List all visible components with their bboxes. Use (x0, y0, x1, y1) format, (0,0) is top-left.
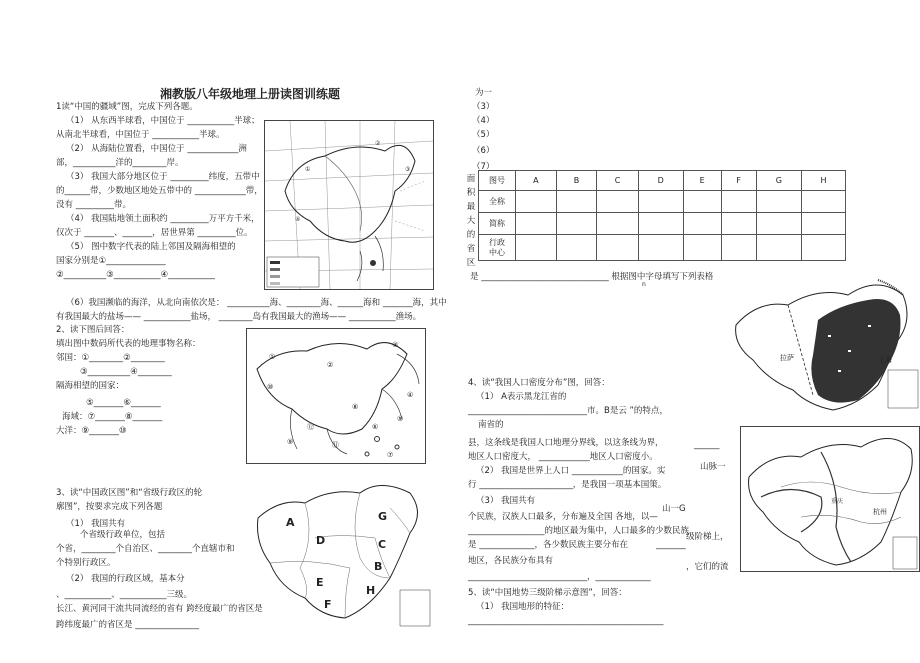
table-cell[interactable] (683, 191, 721, 213)
q2-heading: 2、读下图后回答： (56, 325, 130, 335)
q5-line: （1） 我国地形的特征： (476, 602, 570, 612)
q1-line: 部，__________洋的________岸。 (56, 158, 184, 168)
table-header: 行政 中心 (479, 235, 516, 261)
q4-line: __________________的地区最为集中，人口最多的少数民族 (468, 526, 690, 536)
q2-line: 海域：⑦_______⑧_______ (62, 412, 163, 422)
table-cell[interactable] (638, 235, 683, 261)
q4-line: 是 _____________，各少数民族主要分布在 (468, 540, 628, 550)
q1-line: 有我国最大的盐场—— ___________盐场， ________岛有我国最大的渔场—— ___________渔场。 (56, 312, 422, 322)
q4-heading: 4、读“我国人口密度分布”图，回答： (468, 378, 610, 388)
svg-text:B: B (374, 560, 383, 573)
q3-line: 、___________、___________三级。 (56, 590, 193, 600)
svg-text:⑦: ⑦ (387, 451, 394, 459)
numbered-item: （3） (472, 102, 495, 112)
svg-text:重庆: 重庆 (831, 498, 844, 505)
table-header: 图号 (479, 171, 516, 191)
q1-line: （1） 从东西半球看，中国位于 ___________半球； (66, 116, 260, 126)
table-cell[interactable] (597, 213, 638, 235)
tiny-mark: n (642, 281, 646, 288)
q1-line: ②__________③___________④___________ (56, 270, 215, 280)
china-territory-map (264, 120, 434, 290)
table-col-header: H (801, 171, 845, 191)
svg-text:A: A (286, 516, 295, 529)
q1-line: 没有 _________带。 (56, 200, 131, 210)
table-cell[interactable] (721, 191, 756, 213)
q2-line: 邻国：①________②________ (56, 353, 165, 363)
table-col-header: C (597, 171, 638, 191)
q1-line: （2） 从海陆位置看，中国位于 ____________洲 (66, 144, 247, 154)
table-cell[interactable] (683, 213, 721, 235)
table-col-header: F (721, 171, 756, 191)
svg-text:①: ① (305, 166, 311, 173)
q3-heading: 3、读“中国政区图”和“省级行政区的轮 (56, 488, 203, 498)
table-cell[interactable] (556, 213, 597, 235)
table-col-header: A (516, 171, 557, 191)
svg-text:⑤: ⑤ (397, 415, 404, 423)
svg-text:②: ② (327, 361, 334, 369)
svg-text:H: H (366, 584, 376, 597)
q3-line: 个省级行政单位，包括 (80, 530, 166, 540)
svg-text:①: ① (269, 353, 276, 361)
table-cell[interactable] (556, 235, 597, 261)
q4-line: ____________________________，_____________ (468, 572, 651, 582)
q2-line: 填出图中数码所代表的地理事物名称： (56, 339, 201, 349)
table-cell[interactable] (756, 235, 801, 261)
svg-text:⑨: ⑨ (287, 438, 294, 446)
svg-text:④: ④ (295, 216, 301, 223)
label-mountain: 山脉一 (700, 462, 726, 472)
q5-line: ______________________________________________ (468, 616, 664, 626)
q4-line: 地区，各民族分布具有 (468, 556, 554, 566)
svg-text:④: ④ (407, 391, 414, 399)
neighbors-map (246, 328, 426, 464)
q3-line: 跨纬度最广的省区是 _______________ (56, 620, 199, 630)
q5-heading: 5、读“中国地势三级阶梯示意图”，回答： (468, 588, 627, 598)
q4-line: 行 ______________________，是我国一项基本国策。 (468, 480, 667, 490)
map-label-lhasa: 拉萨 (780, 354, 794, 362)
q3-line: （2） 我国的行政区域，基本分 (66, 574, 185, 584)
q3-line: 个省，________个自治区、________个直辖市和 (56, 544, 235, 554)
q3-line: （1） 我国共有 (66, 519, 126, 529)
table-header: 简称 (479, 213, 516, 235)
table-cell[interactable] (756, 213, 801, 235)
terrain-steps-map (740, 426, 920, 572)
table-cell[interactable] (721, 213, 756, 235)
numbered-item: （5） (472, 130, 495, 140)
svg-text:②: ② (375, 140, 381, 147)
numbered-item: （6） (472, 146, 495, 156)
table-cell[interactable] (683, 235, 721, 261)
table-col-header: D (638, 171, 683, 191)
q1-line: 的______带，少数地区地处五带中的 ____________带， (56, 186, 263, 196)
blank-line: ______ (694, 440, 720, 450)
table-cell[interactable] (597, 235, 638, 261)
q2-line: ③__________④________ (80, 367, 172, 377)
svg-text:⑩: ⑩ (267, 383, 274, 391)
page-title: 湘教版八年级地理上册读图训练题 (160, 87, 341, 101)
right-top-text: 为一 (475, 88, 493, 98)
label-steps: 级阶梯上， (686, 532, 729, 542)
table-header: 全称 (479, 191, 516, 213)
population-density-map (728, 275, 920, 415)
table-cell[interactable] (801, 191, 845, 213)
china-provinces-map (250, 478, 432, 628)
table-cell[interactable] (516, 191, 557, 213)
table-col-header: B (556, 171, 597, 191)
q4-line: 个民族，汉族人口最多，分布遍及全国 各地，以— (468, 512, 658, 522)
q4-line: （1） A表示黑龙江省的 (476, 392, 567, 402)
blank-line: _______ (656, 540, 686, 550)
q4-line: （2） 我国是世界上人口 ____________的国家。实 (476, 466, 666, 476)
q1-line: 仅次于 _______、_______，居世界第 _________位。 (56, 228, 253, 238)
svg-text:C: C (378, 538, 387, 551)
table-cell[interactable] (516, 213, 557, 235)
numbered-item: （4） (472, 116, 495, 126)
q2-line: 隔海相望的国家： (56, 381, 125, 391)
label-their-flow: ，它们的流 (686, 562, 729, 572)
q4-line: 南省的 (478, 420, 504, 430)
q1-line: （4） 我国陆地领土面积约 _________万平方千米， (66, 214, 260, 224)
q1-line: 国家分别是①______________ (56, 256, 166, 266)
q3-heading-2: 廓图”，按要求完成下列各题 (56, 502, 163, 512)
table-col-header: G (756, 171, 801, 191)
map-label-shanghai: 上海 (878, 356, 892, 364)
q1-line: （5） 图中数字代表的陆上邻国及隔海相望的 (66, 242, 236, 252)
table-cell[interactable] (638, 191, 683, 213)
svg-text:⑪: ⑪ (332, 441, 339, 449)
table-cell[interactable] (597, 191, 638, 213)
table-cell[interactable] (756, 191, 801, 213)
map-label-hangzhou: 杭州 (873, 508, 887, 516)
q2-line: ⑤_______⑥_______ (86, 398, 161, 408)
svg-text:⑧: ⑧ (352, 403, 359, 411)
q3-line: 个特别行政区。 (56, 558, 116, 568)
svg-text:D: D (316, 534, 326, 547)
table-cell[interactable] (516, 235, 557, 261)
svg-text:③: ③ (392, 341, 399, 349)
table-col-header: E (683, 171, 721, 191)
table-instruction: 是 ______________________________ 根据图中字母填写下列表格 (470, 272, 714, 282)
q4-line: 县，这条线是我国人口地理分界线，以这条线为界， (468, 438, 664, 448)
q1-line: （6）我国濒临的海洋，从北向南依次是： __________海、________海、______海和 _______海，其中 (66, 298, 447, 308)
table-cell[interactable] (556, 191, 597, 213)
q4-line: 地区人口密度大， ____________地区人口密度小。 (468, 452, 658, 462)
numbered-item: （7） (472, 162, 495, 172)
vertical-text: 面 积 最 大 的 省 区 (466, 174, 476, 268)
svg-text:⑫: ⑫ (307, 423, 314, 431)
svg-text:③: ③ (405, 166, 411, 173)
q3-line: 长江、黄河同干流共同流经的省有 跨经度最广的省区是 (56, 604, 263, 614)
table-cell[interactable] (638, 213, 683, 235)
svg-text:G: G (378, 510, 388, 523)
svg-text:E: E (316, 576, 324, 589)
province-table (478, 170, 846, 261)
svg-text:⑥: ⑥ (372, 423, 379, 431)
q1-line: （3） 我国大部分地区位于 _________纬度，五带中 (66, 172, 260, 182)
label-shan-g: 山一G (662, 504, 686, 514)
table-cell[interactable] (801, 213, 845, 235)
q1-heading: 1读“中国的疆域”图，完成下列各题。 (56, 102, 198, 112)
table-cell[interactable] (721, 235, 756, 261)
q2-line: 大洋：⑨_______⑩ (56, 426, 127, 436)
q1-line: 从南北半球看，中国位于 ___________半球。 (56, 130, 225, 140)
svg-text:F: F (324, 598, 332, 611)
q4-line: （3） 我国共有 (476, 496, 536, 506)
q4-line: ____________________________市。B是云 ”的特点， (468, 406, 668, 416)
table-cell[interactable] (801, 235, 845, 261)
